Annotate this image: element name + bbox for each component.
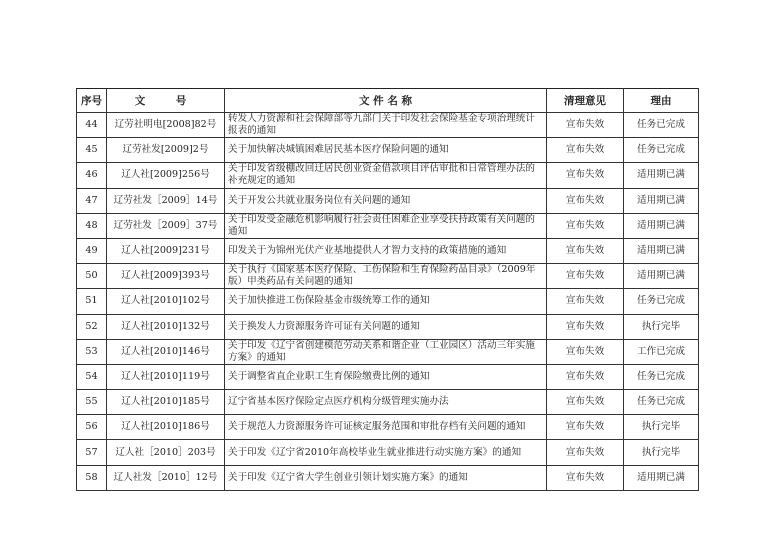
reason: 适用期已满 [624, 163, 699, 188]
cleanup-opinion: 宣布失效 [547, 238, 624, 263]
cleanup-opinion: 宣布失效 [547, 440, 624, 465]
doc-number: 辽人社[2010]119号 [107, 364, 225, 389]
cleanup-opinion: 宣布失效 [547, 415, 624, 440]
reason: 适用期已满 [624, 238, 699, 263]
table-row [77, 440, 699, 465]
file-title: 辽宁省基本医疗保险定点医疗机构分级管理实施办法 [225, 390, 547, 415]
reason: 任务已完成 [624, 113, 699, 138]
table-row [77, 390, 699, 415]
table-row [77, 314, 699, 339]
reason: 执行完毕 [624, 440, 699, 465]
cleanup-opinion: 宣布失效 [547, 213, 624, 238]
doc-number: 辽人社[2009]231号 [107, 238, 225, 263]
row-number: 49 [77, 238, 107, 263]
cleanup-opinion: 宣布失效 [547, 113, 624, 138]
cleanup-opinion: 宣布失效 [547, 188, 624, 213]
reason: 适用期已满 [624, 213, 699, 238]
reason: 任务已完成 [624, 138, 699, 163]
row-number: 44 [77, 113, 107, 138]
doc-number: 辽人社[2010]132号 [107, 314, 225, 339]
table-row [77, 113, 699, 138]
doc-number: 辽劳社发［2009］14号 [107, 188, 225, 213]
doc-number: 辽人社[2009]256号 [107, 163, 225, 188]
doc-number: 辽人社[2010]185号 [107, 390, 225, 415]
table-row [77, 163, 699, 188]
table-row [77, 188, 699, 213]
row-number: 47 [77, 188, 107, 213]
doc-number: 辽劳社发［2009］37号 [107, 213, 225, 238]
row-number: 45 [77, 138, 107, 163]
row-number: 52 [77, 314, 107, 339]
cleanup-opinion: 宣布失效 [547, 364, 624, 389]
doc-number: 辽人社发［2010］12号 [107, 465, 225, 490]
row-number: 56 [77, 415, 107, 440]
table-row [77, 138, 699, 163]
file-title: 关于印发《辽宁省创建模范劳动关系和谐企业（工业园区）活动三年实施方案》的通知 [225, 339, 547, 364]
file-title: 关于加快解决城镇困难居民基本医疗保险问题的通知 [225, 138, 547, 163]
doc-number: 辽人社[2010]186号 [107, 415, 225, 440]
doc-number: 辽劳社明电[2008]82号 [107, 113, 225, 138]
file-title: 关于印发省级棚改回迁居民创业资金借款项目评估审批和日常管理办法的补充规定的通知 [225, 163, 547, 188]
cleanup-opinion: 宣布失效 [547, 264, 624, 289]
file-title: 关于调整省直企业职工生育保险缴费比例的通知 [225, 364, 547, 389]
file-title: 关于规范人力资源服务许可证核定服务范围和审批存档有关问题的通知 [225, 415, 547, 440]
cleanup-opinion: 宣布失效 [547, 138, 624, 163]
file-title: 关于开发公共就业服务岗位有关问题的通知 [225, 188, 547, 213]
cleanup-opinion: 宣布失效 [547, 390, 624, 415]
table-row [77, 238, 699, 263]
cleanup-opinion: 宣布失效 [547, 339, 624, 364]
file-title: 关于换发人力资源服务许可证有关问题的通知 [225, 314, 547, 339]
row-number: 57 [77, 440, 107, 465]
doc-number: 辽人社[2009]393号 [107, 264, 225, 289]
file-title: 关于执行《国家基本医疗保险、工伤保险和生育保险药品目录》（2009年版）甲类药品有关问题的通知 [225, 264, 547, 289]
cleanup-opinion: 宣布失效 [547, 163, 624, 188]
doc-number: 辽人社[2010]102号 [107, 289, 225, 314]
table-header-row [77, 89, 699, 113]
cleanup-opinion: 宣布失效 [547, 289, 624, 314]
reason: 工作已完成 [624, 339, 699, 364]
row-number: 48 [77, 213, 107, 238]
doc-number: 辽人社［2010］203号 [107, 440, 225, 465]
row-number: 50 [77, 264, 107, 289]
reason: 适用期已满 [624, 264, 699, 289]
file-title: 关于印发受金融危机影响履行社会责任困难企业享受扶持政策有关问题的通知 [225, 213, 547, 238]
row-number: 46 [77, 163, 107, 188]
file-title: 关于加快推进工伤保险基金市级统筹工作的通知 [225, 289, 547, 314]
table-row [77, 213, 699, 238]
cleanup-opinion: 宣布失效 [547, 465, 624, 490]
table-row [77, 465, 699, 490]
table-row [77, 289, 699, 314]
reason: 执行完毕 [624, 415, 699, 440]
table-row [77, 415, 699, 440]
file-title: 转发人力资源和社会保障部等九部门关于印发社会保险基金专项治理统计报表的通知 [225, 113, 547, 138]
reason: 执行完毕 [624, 314, 699, 339]
header-no: 序号 [77, 89, 107, 113]
doc-number: 辽人社[2010]146号 [107, 339, 225, 364]
reason: 任务已完成 [624, 289, 699, 314]
header-opinion: 清理意见 [547, 89, 624, 113]
row-number: 51 [77, 289, 107, 314]
header-reason: 理由 [624, 89, 699, 113]
row-number: 55 [77, 390, 107, 415]
header-doc-number: 文 号 [107, 89, 225, 113]
file-title: 印发关于为锦州光伏产业基地提供人才智力支持的政策措施的通知 [225, 238, 547, 263]
table-row [77, 264, 699, 289]
row-number: 54 [77, 364, 107, 389]
reason: 任务已完成 [624, 364, 699, 389]
table-row [77, 364, 699, 389]
header-file-title: 文 件 名 称 [225, 89, 547, 113]
cleanup-opinion: 宣布失效 [547, 314, 624, 339]
reason: 适用期已满 [624, 188, 699, 213]
table-row [77, 339, 699, 364]
reason: 任务已完成 [624, 390, 699, 415]
file-title: 关于印发《辽宁省2010年高校毕业生就业推进行动实施方案》的通知 [225, 440, 547, 465]
reason: 适用期已满 [624, 465, 699, 490]
row-number: 53 [77, 339, 107, 364]
doc-number: 辽劳社发[2009]2号 [107, 138, 225, 163]
document-table [76, 88, 699, 491]
row-number: 58 [77, 465, 107, 490]
file-title: 关于印发《辽宁省大学生创业引领计划实施方案》的通知 [225, 465, 547, 490]
